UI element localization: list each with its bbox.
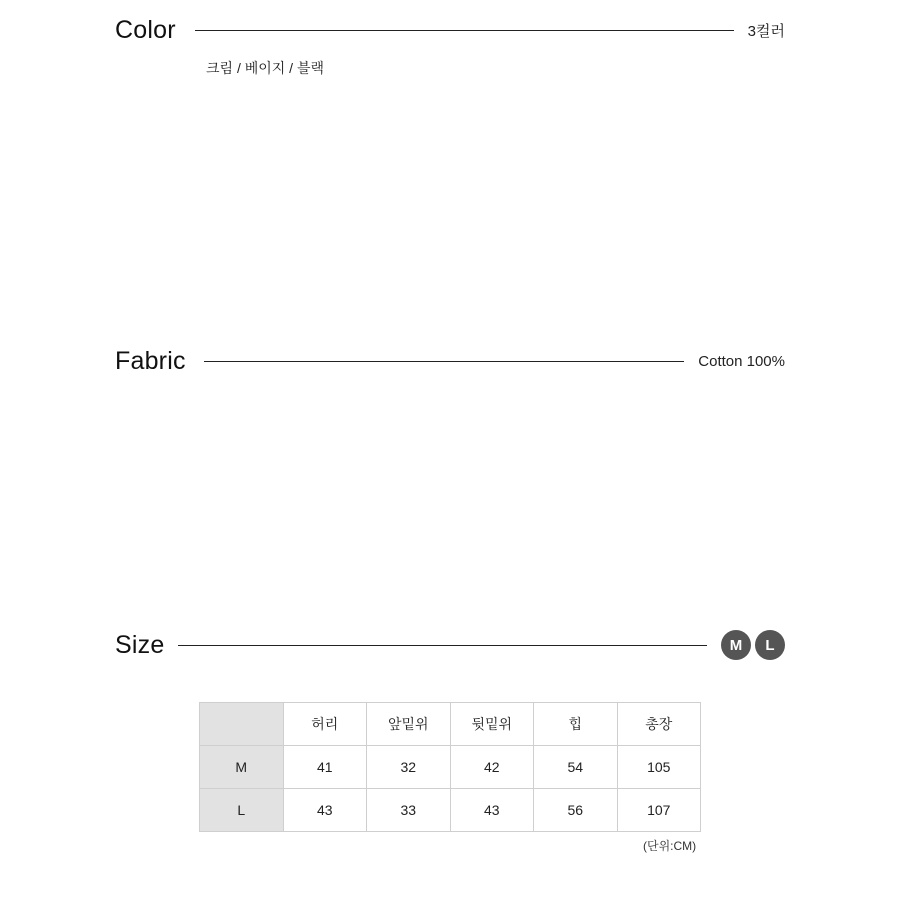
color-section [115,16,785,45]
table-cell: 43 [450,789,534,832]
size-badge-l: L [755,630,785,660]
table-row [200,789,701,832]
header-waist: 허리 [283,703,367,746]
size-table [199,702,701,832]
header-total-length: 총장 [617,703,701,746]
size-title: Size [115,630,165,659]
table-cell: 105 [617,746,701,789]
size-badge-m: M [721,630,751,660]
table-cell: 41 [283,746,367,789]
table-cell: 107 [617,789,701,832]
color-divider [195,30,734,31]
color-options: 크림 / 베이지 / 블랙 [206,60,325,76]
fabric-title: Fabric [115,347,186,375]
size-table-corner [200,703,284,746]
size-table-header-row [200,703,701,746]
size-section [115,630,785,660]
table-cell: 42 [450,746,534,789]
fabric-divider [204,361,685,362]
table-row [200,746,701,789]
fabric-value: Cotton 100% [698,353,785,370]
table-cell: 56 [534,789,618,832]
table-cell: 43 [283,789,367,832]
header-front-rise: 앞밑위 [367,703,451,746]
unit-note: (단위:CM) [643,839,697,853]
header-hip: 힙 [534,703,618,746]
table-cell: 32 [367,746,451,789]
fabric-section [115,347,785,376]
header-back-rise: 뒷밑위 [450,703,534,746]
size-divider [178,645,707,646]
table-cell: 54 [534,746,618,789]
color-title: Color [115,16,176,44]
row-label-l: L [200,789,284,832]
color-count: 3컬러 [747,23,785,40]
size-badges [721,630,785,660]
table-cell: 33 [367,789,451,832]
row-label-m: M [200,746,284,789]
